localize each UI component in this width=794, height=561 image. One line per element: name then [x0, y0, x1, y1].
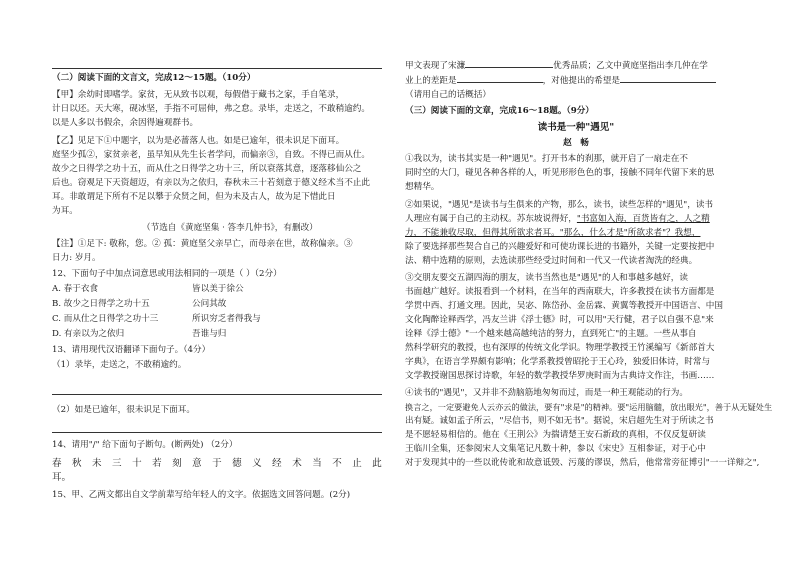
yi-line-1: 【乙】见足下①中题字，以为是必蔷落人也。如是已逾年，很未识足下面耳。 — [52, 136, 345, 146]
p4-line-6-text: 对于发现其中的一些以讹传讹和故意诋毁、污蔑的谬误，然后，他常常旁征博引" — [405, 458, 710, 468]
p4-line-5: 王临川全集，还参阅宋人文集笔记凡数十种，参以《宋史》互相参证，对于心中 — [405, 444, 706, 454]
source-note: （节选自《黄庭坚集 · 答李几仲书》，有删改） — [142, 223, 318, 233]
p2-line-4: 除了要选择那些契合自己的兴趣爱好和可使功课长进的书籍外，关键一定要按把中 — [405, 242, 715, 252]
p2-line-3: 力，不能兼收尽取，但得其所欲求者耳。"那么，什么才是"所欲求者"？我想， — [405, 228, 701, 238]
notes-line-1: 【注】①足下: 敬称，您。② 孤：黄庭坚父亲早亡，而母亲在世，故称偏亲。③ — [52, 239, 353, 249]
char: 未 — [92, 458, 102, 469]
p3-line-2: 书面越广越好。读报看到一个材料，在当年的西南联大，许多教授在读书方面都是 — [405, 287, 715, 297]
char: 秋 — [72, 458, 82, 469]
p2-underlined-quote: "书富如入海，百货皆有之，人之精 — [576, 214, 710, 224]
q15-text-b: 优秀品质；乙文中黄庭坚指出李几仲在学 — [553, 61, 708, 71]
punctuation-sentence — [52, 455, 382, 469]
article-author: 赵 畅 — [563, 138, 589, 148]
p3-line-8: 文学教授谢国思探讨诗歌，年轻的数学教授华罗庚时而为古典诗文作注，书画…… — [405, 371, 715, 381]
q12-option-a: A. 春于衣食 — [52, 284, 99, 294]
char: 十 — [132, 458, 142, 469]
q12-option-a-compare: 皆以美于徐公 — [192, 284, 244, 294]
p4-line-1: ④读书的"遇见"，又并非不劲脑筋地匆匆而过，而是一种王观能动的行为。 — [405, 388, 688, 398]
char: 不 — [332, 458, 342, 469]
char: 义 — [252, 458, 262, 469]
answer-line-1 — [52, 394, 382, 395]
char: 术 — [292, 458, 302, 469]
p1-line-2: 同时空的大门，碰见各种各样的人，听见形形色色的事，接触不同年代留下来的思 — [405, 168, 715, 178]
p4-line-6 — [405, 457, 759, 469]
answer-line-2 — [52, 432, 382, 433]
q12-option-d-compare: 吾谁与归 — [192, 329, 227, 339]
q15-text-a: 甲文表现了宋濂 — [405, 61, 466, 71]
p4-line-6-end: 一一详辩之", — [709, 458, 760, 468]
char: 当 — [312, 458, 322, 469]
q12-option-c: C. 而从仕之日得学之功十三 — [52, 314, 159, 324]
q15-line-2 — [405, 73, 716, 87]
section2-heading: （二）阅读下面的文言文，完成12～15题。（10分） — [52, 73, 256, 83]
question-13-part-2: （2）如是已逾年，很未识足下面耳。 — [52, 405, 195, 415]
question-13: 13、请用现代汉语翻译下面句子。（4分） — [52, 345, 211, 355]
p4-line-3: 出有疑。诚如孟子所云，"尽信书，则不如无书"。据说，宋启超先生对于所读之书 — [405, 416, 714, 426]
q15-line-1 — [405, 58, 708, 72]
p2-line-2-text: 人理应有属于自己的主动权。苏东坡说得好， — [405, 214, 577, 224]
p2-line-1: ②如果说，"遇见"是读书与生俱来的产物，那么，读书，读些怎样的"遇见"，读书 — [405, 200, 714, 210]
question-13-part-1: （1）录毕，走送之，不敢稍逾约。 — [52, 360, 187, 370]
p4-line-2: 换言之，一定要避免人云亦云的做法，要有"求是"的精神。要"运用脑髓，放出眼光"，善于从无疑处生 — [405, 402, 773, 412]
char: 若 — [152, 458, 162, 469]
answer-blank-2[interactable] — [457, 73, 543, 83]
q15-text-c: 业上的差距是 — [405, 76, 457, 86]
char: 此 — [372, 458, 382, 469]
q15-hint: （请用自己的话概括） — [405, 90, 491, 100]
char: 意 — [192, 458, 202, 469]
p4-line-4: 是不愿轻易相信的。他在《王荆公》为揣请楚王安石新政的真相，不仅反复研读 — [405, 430, 706, 440]
q12-option-d: D. 有亲以为之依归 — [52, 329, 125, 339]
top-rule — [52, 68, 382, 69]
p1-line-1: ①我以为，读书其实是一种"遇见"。打开书本的刹那，就开启了一扇走在不 — [405, 154, 688, 164]
char: 春 — [52, 458, 62, 469]
p2-line-2 — [405, 213, 710, 225]
char: 止 — [352, 458, 362, 469]
question-14: 14、请用"/" 给下面句子断句。(断两处) （2分） — [52, 440, 238, 450]
answer-blank-1[interactable] — [465, 58, 553, 68]
char: 于 — [212, 458, 222, 469]
yi-line-4: 后也。窃观足下天资超迈，有亲以为之依归，春秋未三十若刻意于德义经术当不止此 — [52, 178, 370, 188]
char: 经 — [272, 458, 282, 469]
p2-line-5: 法、精中选精的原则，去选读那些经受过时间和一代又一代读者淘洗的经典。 — [405, 256, 698, 266]
q12-option-c-compare: 所识穷乏者得我与 — [192, 314, 261, 324]
yi-line-2: 庭坚少孤②，家贫亲老，虽早知从先生长者学问，而偏亲③，自致。不得已而从仕。 — [52, 150, 370, 160]
question-12: 12、下面句子中加点词意思或用法相同的一项是（ ）（2分） — [52, 269, 282, 279]
question-15: 15、甲、乙两文都出自文学前辈写给年轻人的文字。依据选文回答问题。(2分) — [52, 490, 351, 500]
p3-line-4: 文化陶醉诠释西学，冯友兰讲《浮士德》时，可以用"天行健，君子以自强不息"来 — [405, 315, 714, 325]
p3-line-3: 学贯中西、打通文理。因此，吴宓、陈岱孙、金岳霖、黄翼等教授开中国语言、中国 — [405, 301, 723, 311]
yi-line-5: 耳。非敢谓足下所有不足以攀于众贤之间，但为未及古人，故为足下惜此日 — [52, 192, 336, 202]
punctuation-sentence-end: 耳。 — [52, 472, 72, 483]
char: 三 — [112, 458, 122, 469]
p1-line-3: 想精华。 — [405, 182, 440, 192]
jia-line-2: 计日以还。天大寒，砚冰坚，手指不可屈伸，弗之怠。录毕，走送之，不敢稍逾约。 — [52, 104, 370, 114]
section3-heading: （三）阅读下面的文章，完成16～18题。（9分） — [405, 106, 594, 116]
p3-line-7: 字典》，在语言学界颇有影响；化学系教授曾昭抡于王心玲，独爱旧体诗，时常与 — [405, 357, 711, 367]
p3-line-5: 诠释《浮士德》"一个越来越高越纯洁的努力，直到死亡"的主题。一些从事自 — [405, 329, 697, 339]
q15-text-d: ，对他提出的希望是 — [542, 76, 620, 86]
notes-line-2: 日力: 岁月。 — [52, 253, 101, 263]
jia-line-3: 以是人多以书假余，余因得遍观群书。 — [52, 118, 199, 128]
yi-line-6: 为耳。 — [52, 206, 78, 216]
q12-option-b: B. 故少之日得学之功十五 — [52, 299, 150, 309]
p3-line-6: 然科学研究的教授，也有深厚的传统文化学识。物理学教授王竹溪编写《新部首大 — [405, 343, 715, 353]
char: 刻 — [172, 458, 182, 469]
answer-blank-3[interactable] — [620, 73, 716, 83]
yi-line-3: 故少之日得学之功十五，而从仕之日得学之功十三，所以衰落其意，逐落移仙公之 — [52, 164, 362, 174]
article-title: 读书是一种"遇见" — [537, 122, 615, 133]
jia-line-1: 【甲】余幼时即嗜学。家贫，无从致书以观，每假借于藏书之家，手自笔录， — [52, 90, 345, 100]
p3-line-1: ③交朋友要交五湖四海的朋友，读书当然也是"遇见"的人和事越多越好，读 — [405, 273, 688, 283]
q12-option-b-compare: 公问其故 — [192, 299, 227, 309]
char: 德 — [232, 458, 242, 469]
